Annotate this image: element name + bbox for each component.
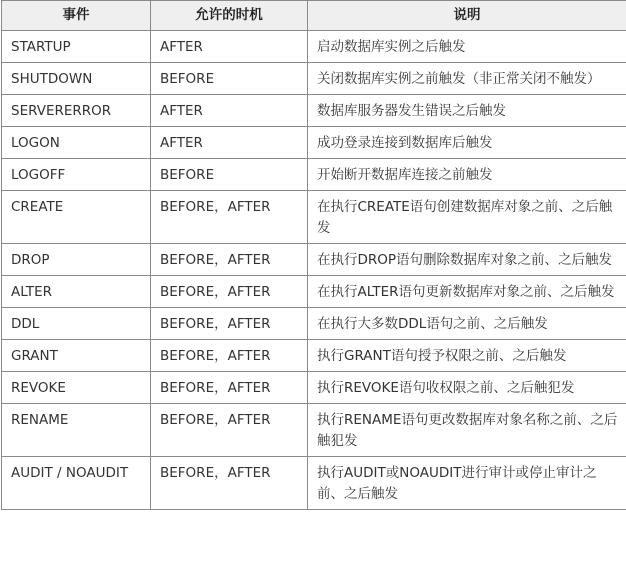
event-cell: REVOKE [2, 372, 151, 404]
table-row [2, 372, 626, 404]
table-row [2, 244, 626, 276]
header-description: 说明 [308, 1, 626, 31]
timing-cell: BEFORE，AFTER [151, 276, 308, 308]
event-cell: LOGOFF [2, 159, 151, 191]
description-cell: 执行REVOKE语句收权限之前、之后触犯发 [308, 372, 626, 404]
timing-cell: BEFORE [151, 63, 308, 95]
timing-cell: AFTER [151, 31, 308, 63]
description-cell: 在执行大多数DDL语句之前、之后触发 [308, 308, 626, 340]
description-cell: 在执行CREATE语句创建数据库对象之前、之后触发 [308, 191, 626, 244]
table-row [2, 191, 626, 244]
timing-cell: BEFORE，AFTER [151, 191, 308, 244]
description-cell: 数据库服务器发生错误之后触发 [308, 95, 626, 127]
description-cell: 成功登录连接到数据库后触发 [308, 127, 626, 159]
table-row [2, 159, 626, 191]
event-cell: ALTER [2, 276, 151, 308]
table-row [2, 308, 626, 340]
description-cell: 在执行DROP语句删除数据库对象之前、之后触发 [308, 244, 626, 276]
header-timing: 允许的时机 [151, 1, 308, 31]
event-cell: STARTUP [2, 31, 151, 63]
description-cell: 开始断开数据库连接之前触发 [308, 159, 626, 191]
header-row [2, 1, 626, 31]
table-row [2, 127, 626, 159]
event-cell: SERVERERROR [2, 95, 151, 127]
table-row [2, 457, 626, 510]
table-row [2, 63, 626, 95]
event-cell: SHUTDOWN [2, 63, 151, 95]
timing-cell: BEFORE，AFTER [151, 457, 308, 510]
trigger-events-table [1, 0, 626, 510]
timing-cell: BEFORE [151, 159, 308, 191]
description-cell: 启动数据库实例之后触发 [308, 31, 626, 63]
timing-cell: BEFORE，AFTER [151, 340, 308, 372]
timing-cell: BEFORE，AFTER [151, 244, 308, 276]
event-cell: LOGON [2, 127, 151, 159]
timing-cell: AFTER [151, 95, 308, 127]
description-cell: 执行GRANT语句授予权限之前、之后触发 [308, 340, 626, 372]
timing-cell: BEFORE，AFTER [151, 308, 308, 340]
event-cell: CREATE [2, 191, 151, 244]
timing-cell: BEFORE，AFTER [151, 372, 308, 404]
event-cell: AUDIT / NOAUDIT [2, 457, 151, 510]
event-cell: GRANT [2, 340, 151, 372]
header-event: 事件 [2, 1, 151, 31]
table-row [2, 404, 626, 457]
description-cell: 关闭数据库实例之前触发（非正常关闭不触发） [308, 63, 626, 95]
description-cell: 执行RENAME语句更改数据库对象名称之前、之后触犯发 [308, 404, 626, 457]
table-row [2, 276, 626, 308]
table-row [2, 340, 626, 372]
description-cell: 执行AUDIT或NOAUDIT进行审计或停止审计之前、之后触发 [308, 457, 626, 510]
table-row [2, 95, 626, 127]
table-row [2, 31, 626, 63]
event-cell: DROP [2, 244, 151, 276]
event-cell: RENAME [2, 404, 151, 457]
event-cell: DDL [2, 308, 151, 340]
description-cell: 在执行ALTER语句更新数据库对象之前、之后触发 [308, 276, 626, 308]
timing-cell: AFTER [151, 127, 308, 159]
timing-cell: BEFORE，AFTER [151, 404, 308, 457]
